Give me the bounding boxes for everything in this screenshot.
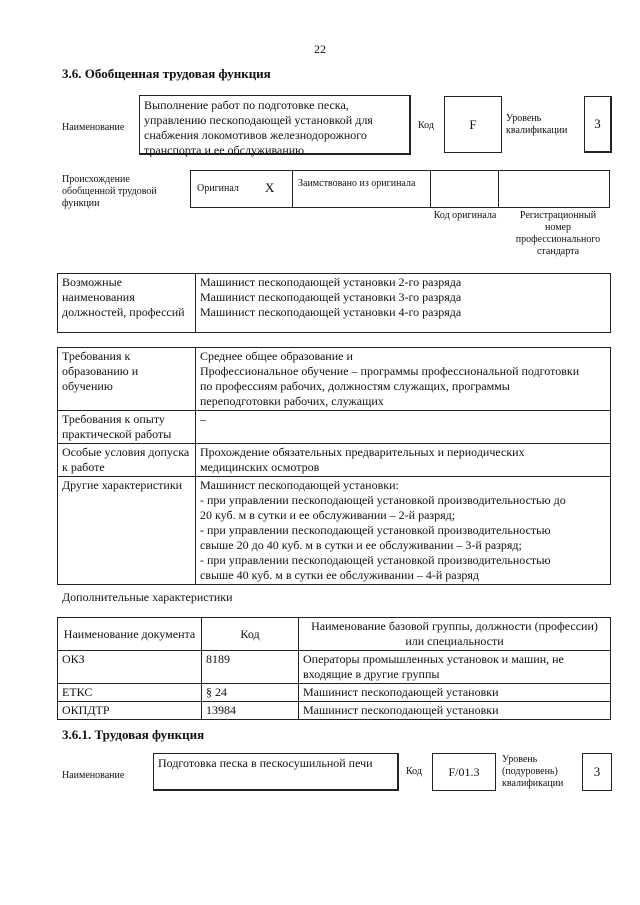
sub-code-label: Код — [406, 766, 422, 777]
cell-code: 13984 — [202, 702, 299, 720]
sub-function-name-box — [153, 753, 399, 791]
table-row — [58, 477, 611, 585]
text-line: по профессиям рабочих, должностям служащих, программы — [200, 379, 510, 393]
additional-title: Дополнительные характеристики — [62, 590, 233, 604]
position-item: Машинист пескоподающей установки 2-го разряда — [200, 275, 462, 289]
header-code: Код — [202, 618, 299, 651]
text-line: переподготовки рабочих, служащих — [200, 394, 384, 408]
table-row — [58, 684, 611, 702]
table-row — [58, 411, 611, 444]
cell-doc: ОКПДТР — [58, 702, 202, 720]
text-line: медицинских осмотров — [200, 460, 320, 474]
text-line: Профессиональное обучение – программы профессиональной подготовки — [200, 364, 580, 378]
page-number: 22 — [314, 42, 326, 56]
divider — [292, 170, 293, 208]
experience-label: Требования к опыту практической работы — [58, 411, 196, 444]
header-name: Наименование базовой группы, должности (профессии) или специальности — [299, 618, 611, 651]
function-name: Выполнение работ по подготовке песка, управлению пескоподающей установкой для снабжения локомотивов железнодорожного транспорта и ее обслуживанию — [144, 98, 373, 157]
special-label: Особые условия допуска к работе — [58, 444, 196, 477]
text-line: - при управлении пескоподающей установкой производительностью — [200, 523, 551, 537]
positions-values — [196, 274, 611, 333]
divider — [498, 170, 499, 208]
text-line: свыше 40 куб. м в сутки ее обслуживании – 4-й разряд — [200, 568, 479, 582]
code-original-label: Код оригинала — [433, 210, 497, 221]
code-label: Код — [418, 120, 434, 131]
reg-number-label: Регистрационный номер профессионального стандарта — [515, 210, 601, 257]
table-row — [58, 702, 611, 720]
education-label: Требования к образованию и обучению — [58, 348, 196, 411]
experience-value: – — [196, 411, 611, 444]
position-item: Машинист пескоподающей установки 4-го разряда — [200, 305, 462, 319]
level-label: Уровень квалификации — [506, 113, 568, 136]
borrowed-label: Заимствовано из оригинала — [298, 178, 416, 189]
requirements-table — [57, 347, 611, 585]
table-row — [58, 348, 611, 411]
additional-table — [57, 617, 611, 720]
special-value — [196, 444, 611, 477]
cell-doc: ОКЗ — [58, 651, 202, 684]
education-value — [196, 348, 611, 411]
sub-level-value: 3 — [582, 753, 612, 791]
text-line: свыше 20 до 40 куб. м в сутки и ее обслуживании – 3-й разряд; — [200, 538, 522, 552]
header-doc: Наименование документа — [58, 618, 202, 651]
table-row — [58, 444, 611, 477]
cell-doc: ЕТКС — [58, 684, 202, 702]
cell-code: 8189 — [202, 651, 299, 684]
divider — [430, 170, 431, 208]
original-label: Оригинал — [197, 183, 239, 194]
sub-function-name: Подготовка песка в пескосушильной печи — [158, 756, 373, 770]
name-label: Наименование — [62, 122, 125, 133]
cell-name: Машинист пескоподающей установки — [299, 684, 611, 702]
cell-name: Машинист пескоподающей установки — [299, 702, 611, 720]
function-name-box — [139, 95, 411, 155]
cell-name: Операторы промышленных установок и машин, не входящие в другие группы — [299, 651, 611, 684]
text-line: - при управлении пескоподающей установкой производительностью — [200, 553, 551, 567]
cell-code: § 24 — [202, 684, 299, 702]
subsection-title: 3.6.1. Трудовая функция — [62, 727, 205, 742]
section-title: 3.6. Обобщенная трудовая функция — [62, 66, 271, 81]
position-item: Машинист пескоподающей установки 3-го разряда — [200, 290, 462, 304]
text-line: 20 куб. м в сутки и ее обслуживании – 2-й разряд; — [200, 508, 456, 522]
other-value — [196, 477, 611, 585]
table-row — [58, 274, 611, 333]
text-line: Машинист пескоподающей установки: — [200, 478, 399, 492]
text-line: - при управлении пескоподающей установкой производительностью до — [200, 493, 566, 507]
level-value: 3 — [584, 96, 612, 153]
sub-level-label: Уровень (подуровень) квалификации — [502, 754, 564, 789]
text-line: Прохождение обязательных предварительных и периодических — [200, 445, 525, 459]
table-header-row — [58, 618, 611, 651]
origin-label: Происхождение обобщенной трудовой функции — [62, 174, 157, 209]
sub-code-value: F/01.3 — [432, 753, 496, 791]
text-line: Среднее общее образование и — [200, 349, 353, 363]
other-label: Другие характеристики — [58, 477, 196, 585]
positions-table — [57, 273, 611, 333]
original-mark: X — [265, 180, 275, 195]
code-value: F — [444, 96, 502, 153]
table-row — [58, 651, 611, 684]
sub-name-label: Наименование — [62, 770, 125, 781]
positions-label: Возможные наименования должностей, профессий — [58, 274, 196, 333]
